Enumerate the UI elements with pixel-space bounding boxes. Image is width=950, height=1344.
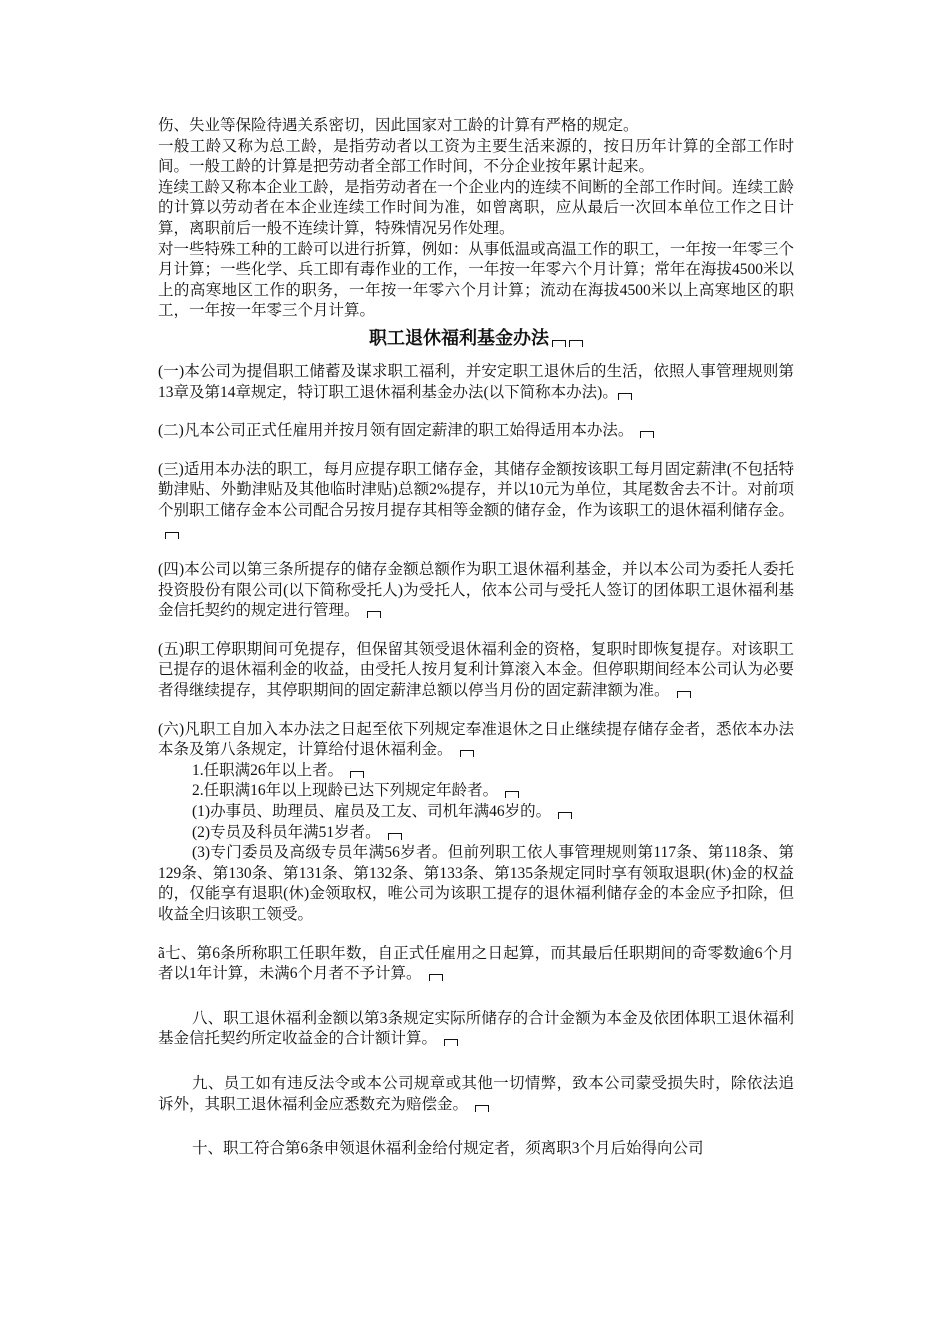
article-2 xyxy=(158,421,794,442)
paragraph-mark-icon xyxy=(350,771,364,778)
article-5-text: (五)职工停职期间可免提存，但保留其领受退休福利金的资格，复职时即恢复提存。对该职工已提存的退休福利金的收益，由受托人按月复利计算滚入本金。但停职期间经本公司认为必要者得继续提存，其停职期间的固定薪津总额以停当月份的固定薪津额为准。 xyxy=(158,640,794,700)
article-7-text: 七、第6条所称职工任职年数，自正式任雇用之日起算，而其最后任职期间的奇零数逾6个月者以1年计算，未满6个月者不予计算。 xyxy=(158,944,794,983)
paragraph-mark-icon xyxy=(367,611,381,618)
paragraph-mark-icon xyxy=(444,1039,458,1046)
article-6-item-2 xyxy=(158,781,794,802)
article-5 xyxy=(158,640,794,702)
paragraph-mark-icon xyxy=(569,340,583,347)
article-3 xyxy=(158,460,794,542)
article-9-text: 九、员工如有违反法令或本公司规章或其他一切情弊，致本公司蒙受损失时，除依法追诉外，其职工退休福利金应悉数充为赔偿金。 xyxy=(158,1074,794,1113)
paragraph-mark-icon xyxy=(505,791,519,798)
paragraph-mark-icon xyxy=(165,532,179,539)
paragraph-mark-icon xyxy=(429,974,443,981)
article-8-text: 八、职工退休福利金额以第3条规定实际所储存的合计金额为本金及依团体职工退休福利基金信托契约所定收益金的合计额计算。 xyxy=(158,1009,794,1048)
article-10: 十、职工符合第6条申领退休福利金给付规定者，须离职3个月后始得向公司 xyxy=(192,1140,704,1158)
article-6-item-1-text: 1.任职满26年以上者。 xyxy=(192,761,344,779)
article-9 xyxy=(158,1074,794,1115)
article-6-item-1 xyxy=(158,761,794,782)
intro-paragraph-1: 伤、失业等保险待遇关系密切，因此国家对工龄的计算有严格的规定。 xyxy=(158,117,639,134)
paragraph-mark-icon xyxy=(552,340,566,347)
document-page xyxy=(158,116,794,1160)
article-6-subitem-1-text: (1)办事员、助理员、雇员及工友、司机年满46岁的。 xyxy=(192,803,552,821)
article-4 xyxy=(158,560,794,622)
paragraph-mark-icon xyxy=(640,431,654,438)
section-title xyxy=(158,326,794,350)
article-7-prefix: ã xyxy=(158,944,165,962)
article-6-subitem-2-text: (2)专员及科员年满51岁者。 xyxy=(192,823,381,841)
paragraph-mark-icon xyxy=(618,393,632,400)
article-7 xyxy=(158,944,794,985)
paragraph-mark-icon xyxy=(677,691,691,698)
article-6 xyxy=(158,720,794,761)
article-6-subitem-3: (3)专门委员及高级专员年满56岁者。但前列职工依人事管理规则第117条、第118条、第129条、第130条、第131条、第132条、第133条、第135条规定同时享有领取退职(休)金的权益的，仅能享有退职(休)金领取权，唯公司为该职工提存的退休福利储存金的本金应予扣除，但收益全归该职工领受。 xyxy=(158,844,794,923)
article-1-text: (一)本公司为提倡职工储蓄及谋求职工福利，并安定职工退休后的生活，依照人事管理规则第13章及第14章规定，特订职工退休福利基金办法(以下简称本办法)。 xyxy=(158,362,794,401)
intro-paragraph-3: 连续工龄又称本企业工龄，是指劳动者在一个企业内的连续不间断的全部工作时间。连续工龄的计算以劳动者在本企业连续工作时间为准，如曾离职，应从最后一次回本单位工作之日计算，离职前后一般不连续计算，特殊情况另作处理。 xyxy=(158,178,794,237)
article-6-item-2-text: 2.任职满16年以上现龄已达下列规定年龄者。 xyxy=(192,782,499,800)
article-8 xyxy=(158,1009,794,1050)
article-3-text: (三)适用本办法的职工，每月应提存职工储存金，其储存金额按该职工每月固定薪津(不包括特勤津贴、外勤津贴及其他临时津贴)总额2%提存，并以10元为单位，其尾数舍去不计。对前项个别职工储存金本公司配合另按月提存其相等金额的储存金，作为该职工的退休福利储存金。 xyxy=(158,460,794,519)
article-4-text: (四)本公司以第三条所提存的储存金额总额作为职工退休福利基金，并以本公司为委托人委托投资股份有限公司(以下简称受托人)为受托人，依本公司与受托人签订的团体职工退休福利基金信托契约的规定进行管理。 xyxy=(158,561,794,620)
section-title-text: 职工退休福利基金办法 xyxy=(369,327,549,348)
article-6-subitem-2 xyxy=(158,823,794,844)
article-6-text: (六)凡职工自加入本办法之日起至依下列规定奉准退休之日止继续提存储存金者，悉依本办法本条及第八条规定，计算给付退休福利金。 xyxy=(158,720,794,759)
article-1 xyxy=(158,362,794,403)
article-6-subitem-1 xyxy=(158,802,794,823)
article-2-text: (二)凡本公司正式任雇用并按月领有固定薪津的职工始得适用本办法。 xyxy=(158,422,634,440)
intro-paragraph-2: 一般工龄又称为总工龄，是指劳动者以工资为主要生活来源的，按日历年计算的全部工作时间。一般工龄的计算是把劳动者全部工作时间，不分企业按年累计起来。 xyxy=(158,137,794,176)
paragraph-mark-icon xyxy=(460,750,474,757)
paragraph-mark-icon xyxy=(558,812,572,819)
paragraph-mark-icon xyxy=(388,833,402,840)
intro-paragraph-4: 对一些特殊工种的工龄可以进行折算，例如：从事低温或高温工作的职工，一年按一年零三个月计算；一些化学、兵工即有毒作业的工作，一年按一年零六个月计算；常年在海拔4500米以上的高寒地区工作的职务，一年按一年零六个月计算；流动在海拔4500米以上高寒地区的职工，一年按一年零三个月计算。 xyxy=(158,240,794,320)
paragraph-mark-icon xyxy=(475,1105,489,1112)
